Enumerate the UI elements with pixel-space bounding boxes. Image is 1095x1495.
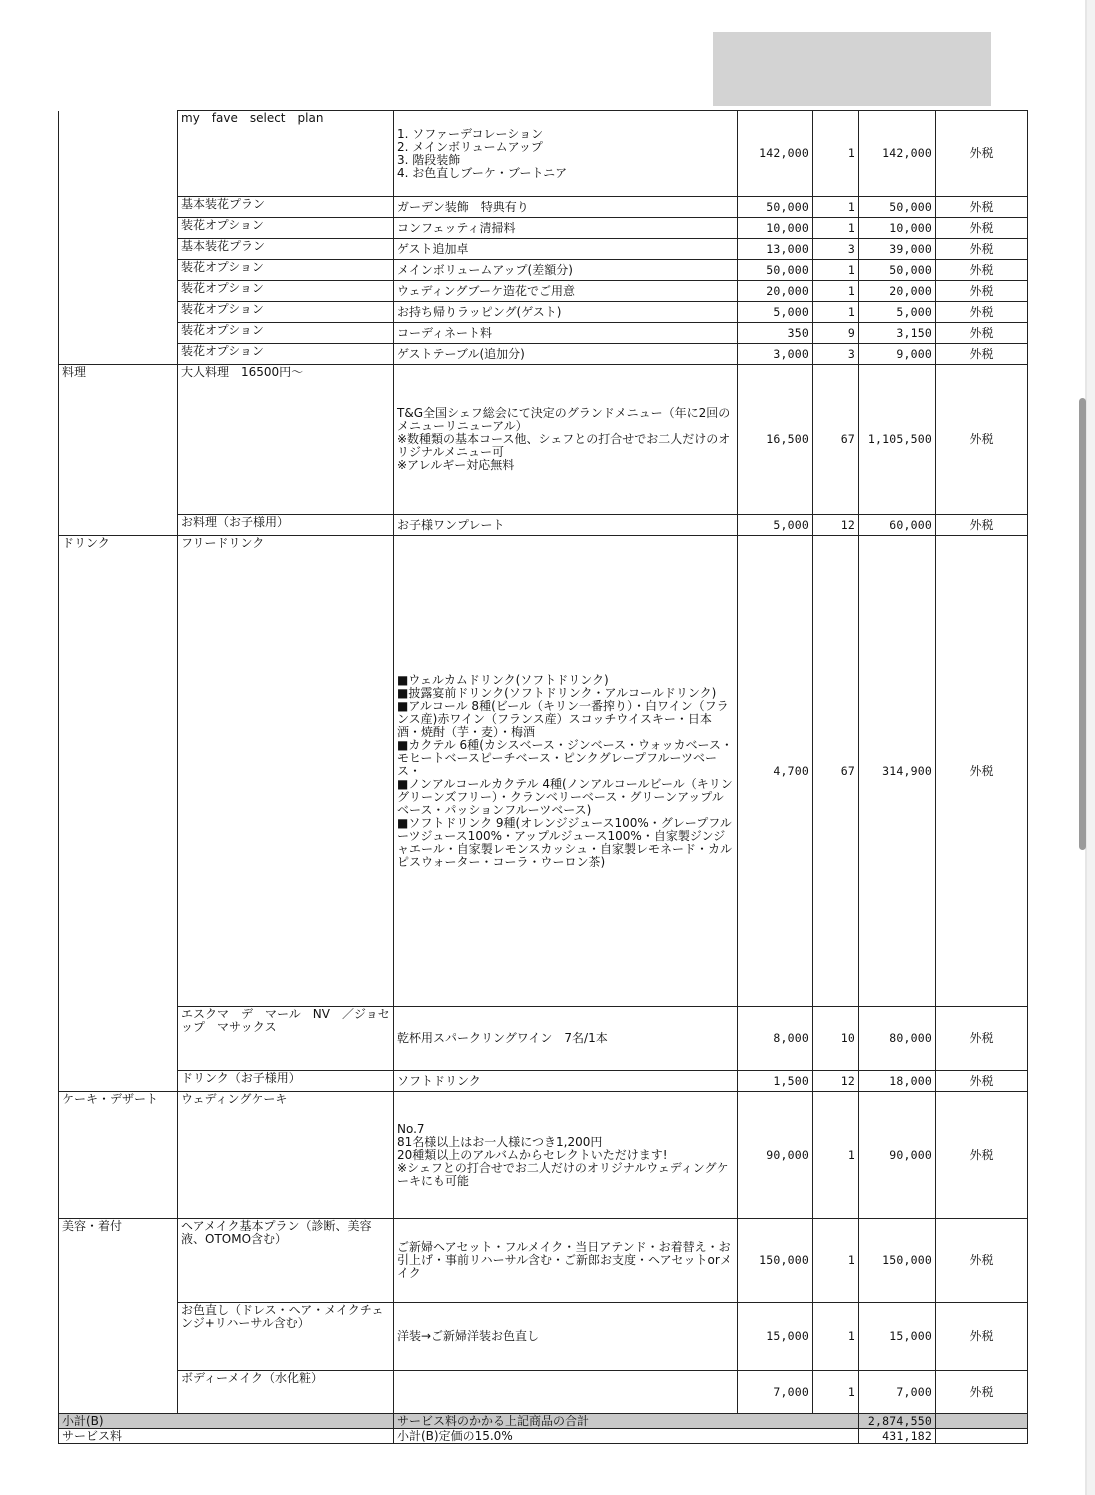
amount-cell: 3,150 bbox=[859, 323, 936, 344]
category-cell bbox=[59, 1371, 178, 1414]
unit-price-cell: 150,000 bbox=[738, 1219, 813, 1303]
amount-cell: 314,900 bbox=[859, 536, 936, 1007]
item-name-cell: 装花オプション bbox=[178, 323, 394, 344]
table-row bbox=[59, 111, 1028, 197]
amount-cell: 142,000 bbox=[859, 111, 936, 197]
description-cell: ご新婦ヘアセット・フルメイク・当日アテンド・お着替え・お引上げ・事前リハーサル含む・ご新郎お支度・ヘアセットorメイク bbox=[394, 1219, 738, 1303]
category-cell: ドリンク bbox=[59, 536, 178, 1007]
amount-cell: 15,000 bbox=[859, 1303, 936, 1371]
description-cell: 乾杯用スパークリングワイン 7名/1本 bbox=[394, 1007, 738, 1071]
description-cell bbox=[394, 1371, 738, 1414]
tax-type-cell: 外税 bbox=[936, 365, 1028, 515]
description-cell: お子様ワンプレート bbox=[394, 515, 738, 536]
subtotal-row bbox=[59, 1414, 1028, 1429]
unit-price-cell: 1,500 bbox=[738, 1071, 813, 1092]
tax-type-cell: 外税 bbox=[936, 1371, 1028, 1414]
category-cell bbox=[59, 323, 178, 344]
amount-cell: 50,000 bbox=[859, 260, 936, 281]
amount-cell: 90,000 bbox=[859, 1092, 936, 1219]
category-cell bbox=[59, 344, 178, 365]
item-name-cell: ボディーメイク（水化粧） bbox=[178, 1371, 394, 1414]
unit-price-cell: 8,000 bbox=[738, 1007, 813, 1071]
item-name-cell: ドリンク（お子様用） bbox=[178, 1071, 394, 1092]
unit-price-cell: 50,000 bbox=[738, 197, 813, 218]
table-row bbox=[59, 1219, 1028, 1303]
table-row bbox=[59, 1092, 1028, 1219]
amount-cell: 9,000 bbox=[859, 344, 936, 365]
category-cell bbox=[59, 302, 178, 323]
subtotal-amount: 2,874,550 bbox=[859, 1414, 936, 1429]
scrollbar-track[interactable] bbox=[1087, 0, 1095, 1495]
quantity-cell: 1 bbox=[813, 218, 859, 239]
description-cell: 1. ソファーデコレーション 2. メインボリュームアップ 3. 階段装飾 4. お色直しブーケ・ブートニア bbox=[394, 111, 738, 197]
category-cell bbox=[59, 111, 178, 197]
service-charge-row bbox=[59, 1429, 1028, 1444]
service-description: 小計(B)定価の15.0% bbox=[394, 1429, 859, 1444]
quantity-cell: 67 bbox=[813, 365, 859, 515]
table-row bbox=[59, 515, 1028, 536]
quantity-cell: 1 bbox=[813, 302, 859, 323]
unit-price-cell: 20,000 bbox=[738, 281, 813, 302]
quantity-cell: 1 bbox=[813, 260, 859, 281]
category-cell bbox=[59, 1007, 178, 1071]
table-row bbox=[59, 1071, 1028, 1092]
table-row bbox=[59, 239, 1028, 260]
service-empty-cell bbox=[936, 1429, 1028, 1444]
tax-type-cell: 外税 bbox=[936, 281, 1028, 302]
amount-cell: 5,000 bbox=[859, 302, 936, 323]
unit-price-cell: 5,000 bbox=[738, 302, 813, 323]
subtotal-empty-cell bbox=[936, 1414, 1028, 1429]
redacted-area bbox=[713, 32, 991, 106]
description-cell: No.7 81名様以上はお一人様につき1,200円 20種類以上のアルバムからセレクトいただけます! ※シェフとの打合せでお二人だけのオリジナルウェディングケーキにも可能 bbox=[394, 1092, 738, 1219]
description-cell: ■ウェルカムドリンク(ソフトドリンク) ■披露宴前ドリンク(ソフトドリンク・アルコールドリンク) ■アルコール 8種(ビール（キリン一番搾り）・白ワイン（フランス産)赤ワイン（フランス産）スコッチウイスキー・日本酒・焼酎（芋・麦）・梅酒 ■カクテル 6種(カシスベース・ジンベース・ウォッカベース・モヒートベースピーチベース・ピンクグレープフルーツベース・ ■ノンアルコールカクテル 4種(ノンアルコールビール（キリングリーンズフリー）・クランベリーベース・グリーンアップルベース・パッションフルーツベース) ■ソフトドリンク 9種(オレンジジュース100%・グレープフルーツジュース100%・アップルジュース100%・自家製ジンジャエール・自家製レモンスカッシュ・自家製レモネード・カルピスウォーター・コーラ・ウーロン茶) bbox=[394, 536, 738, 1007]
category-cell bbox=[59, 281, 178, 302]
description-cell: コーディネート料 bbox=[394, 323, 738, 344]
category-cell bbox=[59, 260, 178, 281]
quantity-cell: 12 bbox=[813, 1071, 859, 1092]
item-name-cell: 装花オプション bbox=[178, 260, 394, 281]
unit-price-cell: 3,000 bbox=[738, 344, 813, 365]
description-cell: ソフトドリンク bbox=[394, 1071, 738, 1092]
quantity-cell: 1 bbox=[813, 111, 859, 197]
subtotal-description: サービス料のかかる上記商品の合計 bbox=[394, 1414, 859, 1429]
item-name-cell: 装花オプション bbox=[178, 302, 394, 323]
category-cell bbox=[59, 239, 178, 260]
description-cell: ウェディングブーケ造花でご用意 bbox=[394, 281, 738, 302]
description-cell: コンフェッティ清掃料 bbox=[394, 218, 738, 239]
item-name-cell: 装花オプション bbox=[178, 218, 394, 239]
service-label: サービス料 bbox=[59, 1429, 394, 1444]
unit-price-cell: 4,700 bbox=[738, 536, 813, 1007]
unit-price-cell: 350 bbox=[738, 323, 813, 344]
unit-price-cell: 5,000 bbox=[738, 515, 813, 536]
subtotal-label: 小計(B) bbox=[59, 1414, 394, 1429]
service-amount: 431,182 bbox=[859, 1429, 936, 1444]
unit-price-cell: 7,000 bbox=[738, 1371, 813, 1414]
tax-type-cell: 外税 bbox=[936, 1092, 1028, 1219]
description-cell: T&G全国シェフ総会にて決定のグランドメニュー（年に2回のメニューリニューアル） ※数種類の基本コース他、シェフとの打合せでお二人だけのオリジナルメニュー可 ※アレルギー対応無料 bbox=[394, 365, 738, 515]
description-cell: メインボリュームアップ(差額分) bbox=[394, 260, 738, 281]
quantity-cell: 1 bbox=[813, 1371, 859, 1414]
amount-cell: 60,000 bbox=[859, 515, 936, 536]
description-cell: 洋装→ご新婦洋装お色直し bbox=[394, 1303, 738, 1371]
item-name-cell: エスクマ デ マール NV ／ジョセップ マサックス bbox=[178, 1007, 394, 1071]
quantity-cell: 67 bbox=[813, 536, 859, 1007]
amount-cell: 10,000 bbox=[859, 218, 936, 239]
table-row bbox=[59, 281, 1028, 302]
table-row bbox=[59, 344, 1028, 365]
tax-type-cell: 外税 bbox=[936, 1219, 1028, 1303]
amount-cell: 18,000 bbox=[859, 1071, 936, 1092]
table-row bbox=[59, 302, 1028, 323]
table-row bbox=[59, 1007, 1028, 1071]
amount-cell: 50,000 bbox=[859, 197, 936, 218]
description-cell: ガーデン装飾 特典有り bbox=[394, 197, 738, 218]
tax-type-cell: 外税 bbox=[936, 197, 1028, 218]
category-cell bbox=[59, 1071, 178, 1092]
item-name-cell: 装花オプション bbox=[178, 344, 394, 365]
description-cell: ゲスト追加卓 bbox=[394, 239, 738, 260]
description-cell: お持ち帰りラッピング(ゲスト) bbox=[394, 302, 738, 323]
tax-type-cell: 外税 bbox=[936, 111, 1028, 197]
table-row bbox=[59, 1371, 1028, 1414]
unit-price-cell: 50,000 bbox=[738, 260, 813, 281]
category-cell: ケーキ・デザート bbox=[59, 1092, 178, 1219]
quantity-cell: 12 bbox=[813, 515, 859, 536]
amount-cell: 39,000 bbox=[859, 239, 936, 260]
category-cell bbox=[59, 1303, 178, 1371]
unit-price-cell: 16,500 bbox=[738, 365, 813, 515]
unit-price-cell: 90,000 bbox=[738, 1092, 813, 1219]
unit-price-cell: 10,000 bbox=[738, 218, 813, 239]
table-row bbox=[59, 260, 1028, 281]
amount-cell: 20,000 bbox=[859, 281, 936, 302]
table-row bbox=[59, 1303, 1028, 1371]
item-name-cell: 基本装花プラン bbox=[178, 197, 394, 218]
tax-type-cell: 外税 bbox=[936, 218, 1028, 239]
quantity-cell: 3 bbox=[813, 239, 859, 260]
table-row bbox=[59, 365, 1028, 515]
amount-cell: 7,000 bbox=[859, 1371, 936, 1414]
item-name-cell: 基本装花プラン bbox=[178, 239, 394, 260]
category-cell bbox=[59, 515, 178, 536]
table-row bbox=[59, 218, 1028, 239]
quantity-cell: 10 bbox=[813, 1007, 859, 1071]
amount-cell: 1,105,500 bbox=[859, 365, 936, 515]
amount-cell: 150,000 bbox=[859, 1219, 936, 1303]
tax-type-cell: 外税 bbox=[936, 239, 1028, 260]
tax-type-cell: 外税 bbox=[936, 536, 1028, 1007]
quantity-cell: 1 bbox=[813, 281, 859, 302]
category-cell bbox=[59, 197, 178, 218]
category-cell bbox=[59, 218, 178, 239]
item-name-cell: my fave select plan bbox=[178, 111, 394, 197]
quantity-cell: 3 bbox=[813, 344, 859, 365]
category-cell: 美容・着付 bbox=[59, 1219, 178, 1303]
quantity-cell: 1 bbox=[813, 1303, 859, 1371]
item-name-cell: お料理（お子様用） bbox=[178, 515, 394, 536]
quantity-cell: 9 bbox=[813, 323, 859, 344]
table-row bbox=[59, 197, 1028, 218]
quantity-cell: 1 bbox=[813, 1219, 859, 1303]
quantity-cell: 1 bbox=[813, 1092, 859, 1219]
amount-cell: 80,000 bbox=[859, 1007, 936, 1071]
table-row bbox=[59, 323, 1028, 344]
quantity-cell: 1 bbox=[813, 197, 859, 218]
item-name-cell: フリードリンク bbox=[178, 536, 394, 1007]
category-cell: 料理 bbox=[59, 365, 178, 515]
scrollbar-thumb[interactable] bbox=[1079, 398, 1086, 850]
tax-type-cell: 外税 bbox=[936, 302, 1028, 323]
item-name-cell: ヘアメイク基本プラン（診断、美容液、OTOMO含む） bbox=[178, 1219, 394, 1303]
table-row bbox=[59, 536, 1028, 1007]
tax-type-cell: 外税 bbox=[936, 1303, 1028, 1371]
estimate-table bbox=[58, 110, 1028, 1444]
tax-type-cell: 外税 bbox=[936, 323, 1028, 344]
item-name-cell: お色直し（ドレス・ヘア・メイクチェンジ+リハーサル含む） bbox=[178, 1303, 394, 1371]
tax-type-cell: 外税 bbox=[936, 260, 1028, 281]
description-cell: ゲストテーブル(追加分) bbox=[394, 344, 738, 365]
tax-type-cell: 外税 bbox=[936, 515, 1028, 536]
item-name-cell: ウェディングケーキ bbox=[178, 1092, 394, 1219]
item-name-cell: 大人料理 16500円〜 bbox=[178, 365, 394, 515]
tax-type-cell: 外税 bbox=[936, 344, 1028, 365]
tax-type-cell: 外税 bbox=[936, 1071, 1028, 1092]
unit-price-cell: 13,000 bbox=[738, 239, 813, 260]
unit-price-cell: 15,000 bbox=[738, 1303, 813, 1371]
tax-type-cell: 外税 bbox=[936, 1007, 1028, 1071]
unit-price-cell: 142,000 bbox=[738, 111, 813, 197]
item-name-cell: 装花オプション bbox=[178, 281, 394, 302]
